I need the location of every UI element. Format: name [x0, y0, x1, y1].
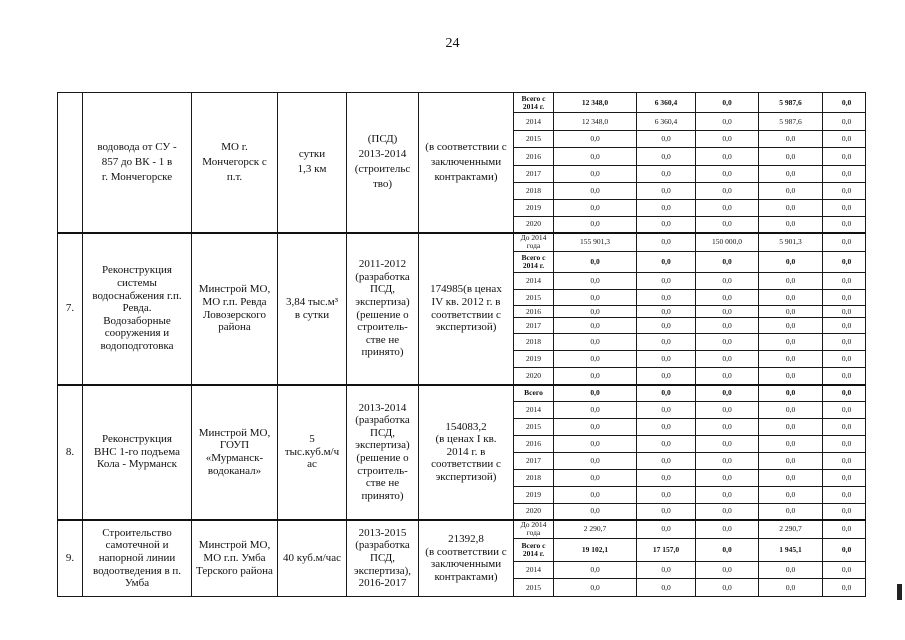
item-capacity: 5 тыс.куб.м/ч ас: [278, 385, 347, 520]
value-cell: 0,0: [823, 148, 866, 166]
row-label: 2017: [514, 453, 554, 470]
item-number: 8.: [58, 385, 83, 520]
value-cell: 0,0: [759, 579, 823, 597]
row-label: 2015: [514, 131, 554, 148]
value-cell: 0,0: [759, 200, 823, 217]
value-cell: 0,0: [637, 436, 696, 453]
value-cell: 0,0: [637, 131, 696, 148]
value-cell: 0,0: [823, 334, 866, 351]
value-cell: 0,0: [823, 217, 866, 233]
value-cell: 0,0: [823, 562, 866, 579]
item-number: [58, 93, 83, 233]
value-cell: 0,0: [637, 562, 696, 579]
value-cell: 0,0: [823, 131, 866, 148]
value-cell: 0,0: [637, 470, 696, 487]
item-capacity: 3,84 тыс.м³ в сутки: [278, 233, 347, 385]
value-cell: 0,0: [554, 504, 637, 520]
row-label: 2014: [514, 402, 554, 419]
row-label: 2019: [514, 487, 554, 504]
row-label: До 2014 года: [514, 520, 554, 539]
page-number: 24: [445, 36, 460, 51]
value-cell: 0,0: [759, 334, 823, 351]
value-cell: 0,0: [823, 183, 866, 200]
value-cell: 6 360,4: [637, 93, 696, 113]
value-cell: 0,0: [554, 217, 637, 233]
value-cell: 0,0: [554, 562, 637, 579]
item-executor: Минстрой МО, ГОУП «Мурманск- водоканал»: [192, 385, 278, 520]
value-cell: 0,0: [696, 562, 759, 579]
item-cost: 174985(в ценах IV кв. 2012 г. в соответствии с экспертизой): [419, 233, 514, 385]
value-cell: 0,0: [823, 93, 866, 113]
value-cell: 0,0: [759, 217, 823, 233]
value-cell: 0,0: [696, 113, 759, 131]
value-cell: 0,0: [759, 453, 823, 470]
value-cell: 0,0: [696, 504, 759, 520]
table-body: [58, 93, 866, 597]
value-cell: 0,0: [637, 385, 696, 402]
row-label: 2014: [514, 562, 554, 579]
row-label: 2014: [514, 273, 554, 290]
value-cell: 0,0: [637, 520, 696, 539]
value-cell: 0,0: [637, 453, 696, 470]
value-cell: 0,0: [696, 402, 759, 419]
value-cell: 17 157,0: [637, 539, 696, 562]
row-label: 2019: [514, 351, 554, 368]
row-label: 2020: [514, 504, 554, 520]
value-cell: 0,0: [696, 436, 759, 453]
value-cell: 0,0: [637, 504, 696, 520]
item-executor: Минстрой МО, МО г.п. Ревда Ловозерского района: [192, 233, 278, 385]
item-period: 2013-2014 (разработка ПСД, экспертиза) (решение о строитель- стве не принято): [347, 385, 419, 520]
value-cell: 0,0: [696, 487, 759, 504]
value-cell: 0,0: [696, 419, 759, 436]
value-cell: 0,0: [823, 520, 866, 539]
value-cell: 0,0: [554, 334, 637, 351]
value-cell: 2 290,7: [759, 520, 823, 539]
value-cell: 150 000,0: [696, 233, 759, 252]
item-name: водовода от СУ - 857 до ВК - 1 в г. Мончегорске: [83, 93, 192, 233]
value-cell: 0,0: [637, 419, 696, 436]
value-cell: 0,0: [696, 200, 759, 217]
value-cell: 0,0: [823, 385, 866, 402]
table-row: [58, 93, 866, 113]
value-cell: 5 987,6: [759, 93, 823, 113]
value-cell: 0,0: [637, 334, 696, 351]
value-cell: 0,0: [823, 200, 866, 217]
value-cell: 0,0: [759, 273, 823, 290]
value-cell: 0,0: [554, 290, 637, 306]
row-label: 2017: [514, 166, 554, 183]
value-cell: 0,0: [554, 148, 637, 166]
value-cell: 0,0: [696, 334, 759, 351]
value-cell: 0,0: [637, 402, 696, 419]
value-cell: 0,0: [823, 419, 866, 436]
value-cell: 1 945,1: [759, 539, 823, 562]
value-cell: 0,0: [823, 470, 866, 487]
row-label: 2020: [514, 368, 554, 385]
row-label: 2016: [514, 436, 554, 453]
value-cell: 0,0: [554, 402, 637, 419]
item-number: 9.: [58, 520, 83, 597]
value-cell: 5 987,6: [759, 113, 823, 131]
value-cell: 0,0: [823, 252, 866, 273]
value-cell: 0,0: [759, 562, 823, 579]
value-cell: 0,0: [696, 470, 759, 487]
value-cell: 0,0: [637, 318, 696, 334]
value-cell: 0,0: [696, 306, 759, 318]
item-cost: 21392,8 (в соответствии с заключенными контрактами): [419, 520, 514, 597]
item-cost: 154083,2 (в ценах I кв. 2014 г. в соответствии с экспертизой): [419, 385, 514, 520]
value-cell: 0,0: [554, 200, 637, 217]
value-cell: 0,0: [696, 579, 759, 597]
value-cell: 0,0: [823, 113, 866, 131]
table-row: [58, 385, 866, 402]
value-cell: 0,0: [637, 252, 696, 273]
value-cell: 0,0: [759, 252, 823, 273]
value-cell: 0,0: [696, 290, 759, 306]
row-label: 2017: [514, 318, 554, 334]
value-cell: 0,0: [696, 166, 759, 183]
value-cell: 0,0: [554, 470, 637, 487]
value-cell: 0,0: [554, 385, 637, 402]
value-cell: 155 901,3: [554, 233, 637, 252]
value-cell: 0,0: [823, 273, 866, 290]
item-name: Строительство самотечной и напорной линии водоотведения в п. Умба: [83, 520, 192, 597]
value-cell: 0,0: [823, 539, 866, 562]
value-cell: 0,0: [823, 290, 866, 306]
row-label: Всего с 2014 г.: [514, 539, 554, 562]
value-cell: 0,0: [696, 148, 759, 166]
item-cost: (в соответствии с заключенными контрактами): [419, 93, 514, 233]
value-cell: 0,0: [696, 368, 759, 385]
row-label: 2018: [514, 183, 554, 200]
row-label: Всего с 2014 г.: [514, 252, 554, 273]
row-label: До 2014 года: [514, 233, 554, 252]
value-cell: 0,0: [637, 217, 696, 233]
value-cell: 0,0: [696, 351, 759, 368]
table-row: [58, 520, 866, 539]
value-cell: 0,0: [759, 306, 823, 318]
item-capacity: 40 куб.м/час: [278, 520, 347, 597]
value-cell: 0,0: [554, 351, 637, 368]
value-cell: 0,0: [554, 131, 637, 148]
value-cell: 0,0: [696, 217, 759, 233]
value-cell: 0,0: [554, 318, 637, 334]
value-cell: 0,0: [554, 166, 637, 183]
item-period: 2011-2012 (разработка ПСД, экспертиза) (решение о строитель- стве не принято): [347, 233, 419, 385]
value-cell: 0,0: [554, 436, 637, 453]
value-cell: 0,0: [696, 520, 759, 539]
value-cell: 5 901,3: [759, 233, 823, 252]
row-label: 2015: [514, 419, 554, 436]
value-cell: 0,0: [823, 453, 866, 470]
value-cell: 0,0: [823, 436, 866, 453]
value-cell: 0,0: [823, 368, 866, 385]
value-cell: 0,0: [637, 166, 696, 183]
value-cell: 0,0: [554, 487, 637, 504]
value-cell: 0,0: [823, 351, 866, 368]
value-cell: 0,0: [759, 318, 823, 334]
value-cell: 0,0: [823, 402, 866, 419]
value-cell: 0,0: [637, 579, 696, 597]
row-label: 2015: [514, 579, 554, 597]
value-cell: 0,0: [759, 436, 823, 453]
value-cell: 0,0: [823, 487, 866, 504]
value-cell: 0,0: [554, 368, 637, 385]
value-cell: 0,0: [696, 273, 759, 290]
item-period: 2013-2015 (разработка ПСД, экспертиза), 2016-2017: [347, 520, 419, 597]
value-cell: 6 360,4: [637, 113, 696, 131]
row-label: 2016: [514, 148, 554, 166]
value-cell: 0,0: [554, 183, 637, 200]
value-cell: 0,0: [637, 290, 696, 306]
value-cell: 0,0: [637, 306, 696, 318]
value-cell: 0,0: [823, 318, 866, 334]
value-cell: 19 102,1: [554, 539, 637, 562]
value-cell: 0,0: [696, 539, 759, 562]
value-cell: 0,0: [637, 351, 696, 368]
item-name: Реконструкция ВНС 1-го подъема Кола - Мурманск: [83, 385, 192, 520]
value-cell: 2 290,7: [554, 520, 637, 539]
value-cell: 0,0: [759, 487, 823, 504]
value-cell: 0,0: [759, 183, 823, 200]
value-cell: 0,0: [759, 470, 823, 487]
value-cell: 0,0: [759, 385, 823, 402]
item-period: (ПСД) 2013-2014 (строительс тво): [347, 93, 419, 233]
value-cell: 0,0: [759, 131, 823, 148]
value-cell: 0,0: [637, 148, 696, 166]
value-cell: 0,0: [759, 368, 823, 385]
item-executor: МО г. Мончегорск с п.т.: [192, 93, 278, 233]
value-cell: 0,0: [759, 148, 823, 166]
value-cell: 0,0: [696, 252, 759, 273]
value-cell: 0,0: [696, 93, 759, 113]
value-cell: 0,0: [759, 419, 823, 436]
row-label: Всего: [514, 385, 554, 402]
row-label: 2020: [514, 217, 554, 233]
row-label: 2015: [514, 290, 554, 306]
program-table: [57, 92, 866, 597]
value-cell: 0,0: [696, 318, 759, 334]
value-cell: 0,0: [554, 453, 637, 470]
row-label: 2018: [514, 334, 554, 351]
value-cell: 0,0: [696, 385, 759, 402]
value-cell: 0,0: [554, 579, 637, 597]
value-cell: 0,0: [696, 131, 759, 148]
value-cell: 12 348,0: [554, 93, 637, 113]
value-cell: 0,0: [823, 233, 866, 252]
row-label: 2016: [514, 306, 554, 318]
item-capacity: сутки 1,3 км: [278, 93, 347, 233]
value-cell: 0,0: [696, 453, 759, 470]
item-name: Реконструкция системы водоснабжения г.п. Ревда. Водозаборные сооружения и водоподготовка: [83, 233, 192, 385]
table-row: [58, 233, 866, 252]
value-cell: 0,0: [637, 487, 696, 504]
value-cell: 0,0: [823, 166, 866, 183]
value-cell: 12 348,0: [554, 113, 637, 131]
value-cell: 0,0: [823, 504, 866, 520]
value-cell: 0,0: [823, 579, 866, 597]
scan-edge-mark: [897, 584, 902, 600]
value-cell: 0,0: [554, 419, 637, 436]
item-executor: Минстрой МО, МО г.п. Умба Терского района: [192, 520, 278, 597]
value-cell: 0,0: [759, 351, 823, 368]
value-cell: 0,0: [554, 273, 637, 290]
value-cell: 0,0: [637, 368, 696, 385]
value-cell: 0,0: [554, 306, 637, 318]
value-cell: 0,0: [823, 306, 866, 318]
row-label: Всего с 2014 г.: [514, 93, 554, 113]
row-label: 2018: [514, 470, 554, 487]
value-cell: 0,0: [554, 252, 637, 273]
value-cell: 0,0: [637, 183, 696, 200]
row-label: 2019: [514, 200, 554, 217]
value-cell: 0,0: [759, 166, 823, 183]
value-cell: 0,0: [637, 200, 696, 217]
value-cell: 0,0: [637, 273, 696, 290]
row-label: 2014: [514, 113, 554, 131]
item-number: 7.: [58, 233, 83, 385]
value-cell: 0,0: [759, 504, 823, 520]
value-cell: 0,0: [637, 233, 696, 252]
value-cell: 0,0: [759, 402, 823, 419]
value-cell: 0,0: [759, 290, 823, 306]
value-cell: 0,0: [696, 183, 759, 200]
